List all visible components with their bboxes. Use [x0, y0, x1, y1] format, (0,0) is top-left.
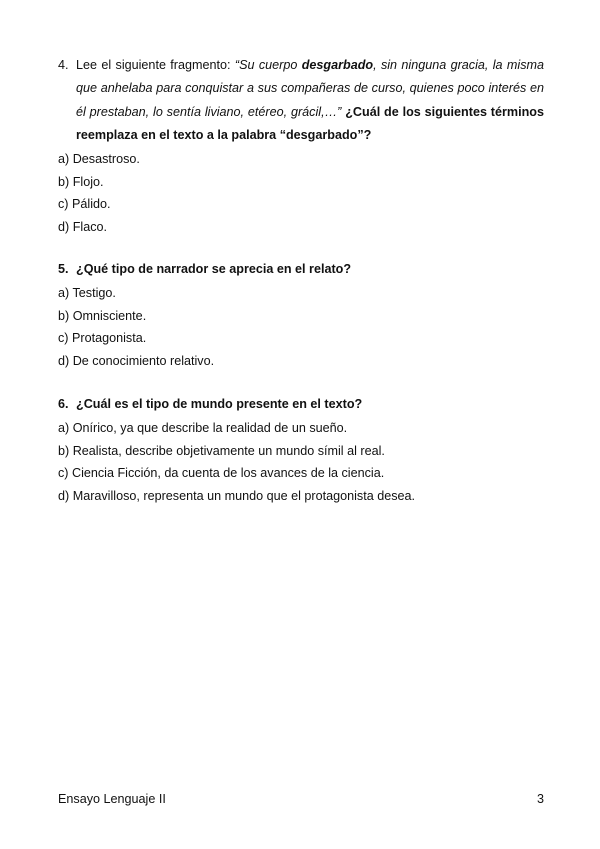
option-6b[interactable]: b) Realista, describe objetivamente un mundo símil al real. [58, 443, 385, 458]
question-4-quote-rest: , sin ninguna gracia, la misma que anhelaba para conquistar a sus compañeras de curso, quienes poco interés en él prestaban, lo sentía liviano, etéreo, grácil,…” [76, 58, 544, 119]
option-6c[interactable]: c) Ciencia Ficción, da cuenta de los avances de la ciencia. [58, 466, 385, 481]
question-5-header [58, 258, 544, 281]
question-6-stem: ¿Cuál es el tipo de mundo presente en el texto? [76, 397, 363, 411]
option-4b[interactable]: b) Flojo. [58, 174, 104, 189]
question-6 [58, 393, 544, 508]
question-5-number: 5. [58, 262, 69, 276]
option-6a[interactable]: a) Onírico, ya que describe la realidad de un sueño. [58, 421, 348, 436]
question-4-header [58, 54, 544, 147]
option-4d[interactable]: d) Flaco. [58, 219, 107, 234]
question-4-quote-start: “Su cuerpo [234, 58, 302, 72]
question-6-header [58, 393, 544, 416]
question-4 [58, 54, 544, 239]
question-4-intro: Lee el siguiente fragmento: [76, 58, 235, 72]
option-5b[interactable]: b) Omnisciente. [58, 308, 147, 323]
page-number: 3 [536, 792, 544, 806]
option-5d[interactable]: d) De conocimiento relativo. [58, 354, 215, 369]
option-5c[interactable]: c) Protagonista. [58, 331, 147, 346]
question-5-options [58, 282, 544, 372]
question-5-stem: ¿Qué tipo de narrador se aprecia en el relato? [76, 262, 352, 276]
question-4-quote-keyword: desgarbado [301, 58, 374, 72]
option-5a[interactable]: a) Testigo. [58, 286, 116, 301]
question-6-options [58, 417, 544, 507]
page-footer [58, 790, 544, 808]
question-6-number: 6. [58, 397, 69, 411]
option-4c[interactable]: c) Pálido. [58, 197, 111, 212]
option-4a[interactable]: a) Desastroso. [58, 152, 140, 167]
option-6d[interactable]: d) Maravilloso, representa un mundo que el protagonista desea. [58, 489, 416, 504]
footer-title: Ensayo Lenguaje II [58, 792, 166, 806]
question-4-question: ¿Cuál de los siguientes términos reemplaza en el texto a la palabra “desgarbado”? [76, 104, 544, 142]
question-4-options [58, 148, 544, 238]
question-4-stem [76, 54, 544, 147]
question-4-number: 4. [58, 58, 69, 72]
question-5 [58, 258, 544, 373]
